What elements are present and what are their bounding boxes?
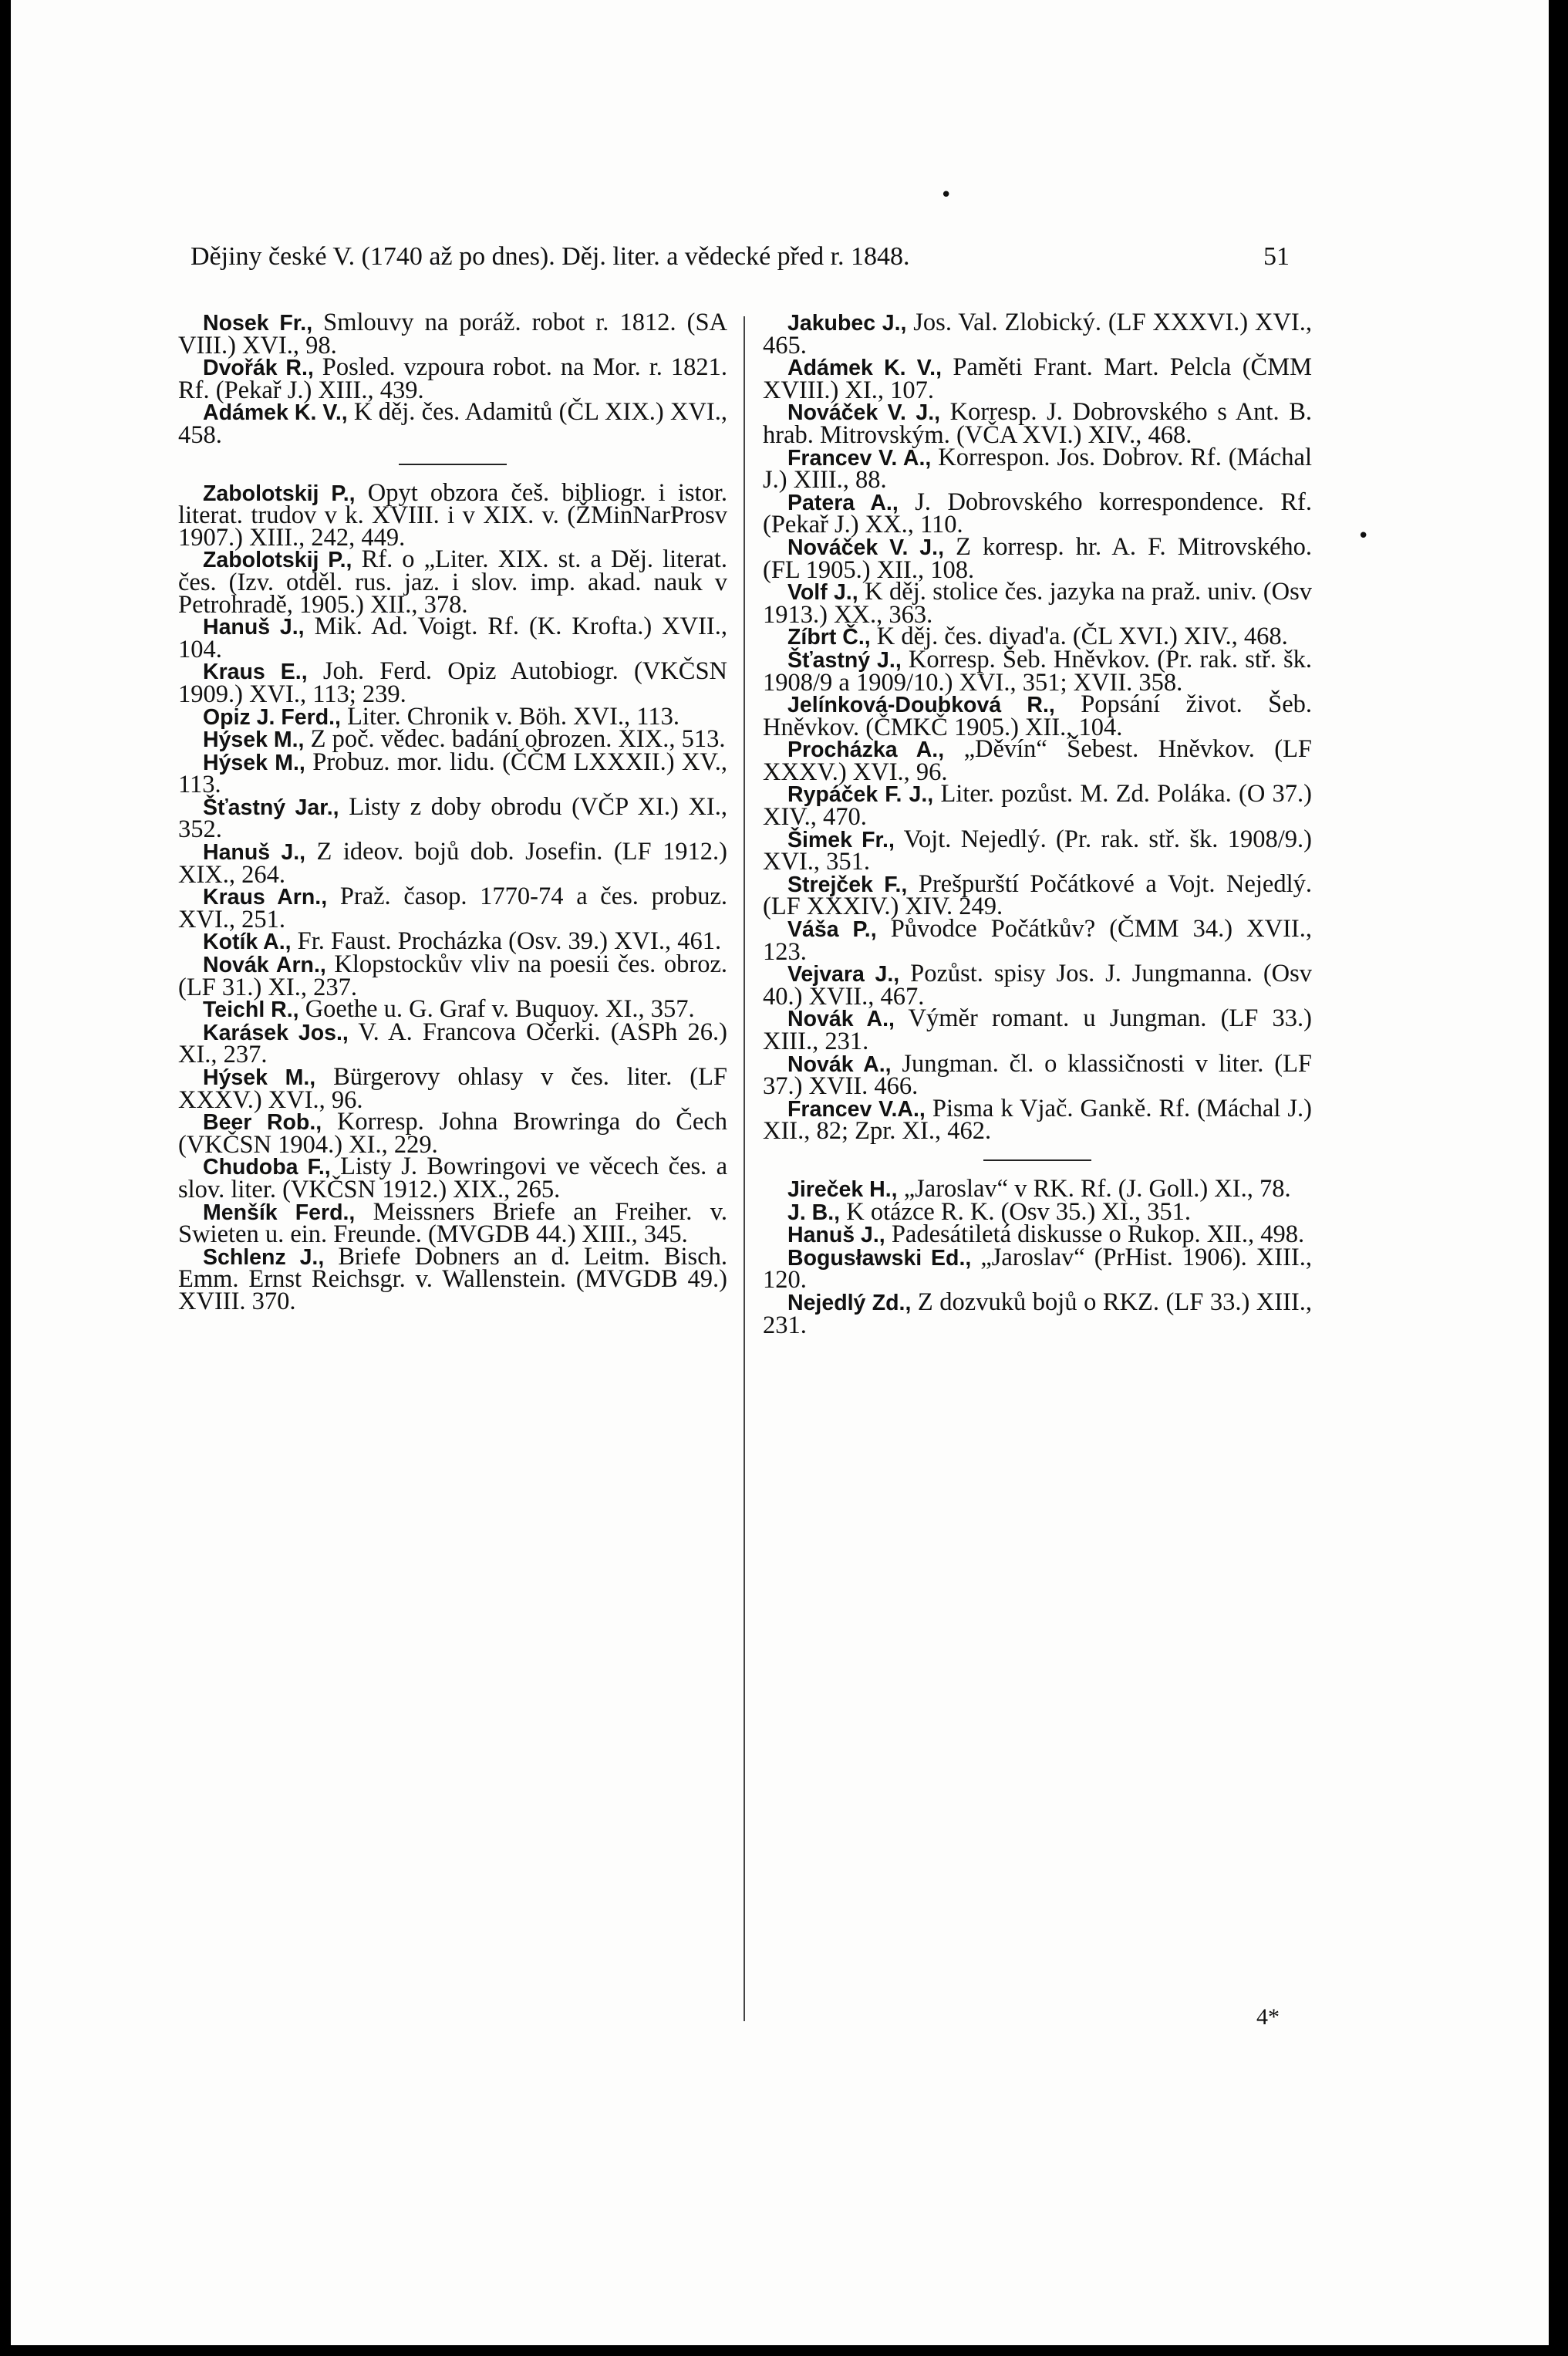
entry-citation: Liter. Chronik v. Böh. XVI., 113. bbox=[340, 702, 679, 731]
bibliography-entry bbox=[178, 478, 727, 552]
right-column bbox=[763, 309, 1313, 1339]
running-head bbox=[191, 238, 1290, 276]
entry-citation: Meissners Briefe an Freiher. v. Swieten u. ein. Freunde. (MVGDB 44.) XIII., 345. bbox=[178, 1197, 727, 1249]
entry-citation: Posled. vzpoura robot. na Mor. r. 1821. Rf. (Pekař J.) XIII., 439. bbox=[178, 353, 727, 404]
bibliography-entry bbox=[763, 1004, 1312, 1055]
entry-citation: Paměti Frant. Mart. Pelcla (ČMM XVIII.) XI., 107. bbox=[763, 353, 1312, 404]
entry-citation: Vojt. Nejedlý. (Pr. rak. stř. šk. 1908/9.) XVI., 351. bbox=[763, 825, 1312, 876]
page-number: 51 bbox=[1263, 242, 1290, 271]
entry-author: Váša P., bbox=[787, 917, 877, 943]
entry-author: Procházka A., bbox=[787, 738, 945, 763]
entry-citation: Liter. pozůst. M. Zd. Poláka. (O 37.) XIV., 470. bbox=[763, 780, 1312, 832]
entry-citation: Joh. Ferd. Opiz Autobiogr. (VKČSN 1909.) XVI., 113; 239. bbox=[178, 657, 727, 708]
entry-citation: Padesátiletá diskusse o Rukop. XII., 498. bbox=[885, 1220, 1305, 1249]
entry-citation: Opyt obzora češ. bibliogr. i istor. literat. trudov v k. XVIII. i v XIX. v. (ŽMinNarProsv 1907.) XIII., 242, 449. bbox=[178, 478, 727, 552]
bibliography-entry bbox=[763, 532, 1312, 584]
entry-author: Šťastný Jar., bbox=[203, 795, 339, 820]
entry-author: Beer Rob., bbox=[203, 1110, 322, 1136]
entry-author: Zabolotskij P., bbox=[203, 481, 356, 506]
entry-author: Hýsek M., bbox=[203, 1065, 316, 1090]
left-column bbox=[178, 309, 728, 1315]
entry-author: J. B., bbox=[787, 1200, 841, 1225]
section-separator bbox=[983, 1159, 1091, 1161]
entry-citation: Původce Počátkův? (ČMM 34.) XVII., 123. bbox=[763, 915, 1312, 966]
entry-author: Hanuš J., bbox=[203, 615, 305, 640]
entry-author: Opiz J. Ferd., bbox=[203, 704, 341, 730]
entry-author: Nováček V. J., bbox=[787, 400, 941, 426]
entry-citation: Jungman. čl. o klassičnosti v liter. (LF 37.) XVII. 466. bbox=[763, 1049, 1312, 1101]
entry-citation: Listy J. Bowringovi ve věcech čes. a slov. liter. (VKČSN 1912.) XIX., 265. bbox=[178, 1153, 727, 1203]
bibliography-entry bbox=[763, 443, 1312, 494]
bibliography-entry bbox=[178, 950, 727, 1001]
bibliography-entry bbox=[763, 1094, 1312, 1146]
entry-citation: K děj. čes. divad'a. (ČL XVI.) XIV., 468. bbox=[870, 623, 1288, 651]
entry-author: Novák Arn., bbox=[203, 953, 326, 978]
bibliography-entry bbox=[178, 1197, 727, 1249]
bibliography-entry bbox=[763, 915, 1312, 966]
bibliography-entry bbox=[763, 1288, 1312, 1339]
entry-author: Patera A., bbox=[787, 490, 899, 515]
bibliography-entry bbox=[763, 735, 1312, 786]
entry-author: Chudoba F., bbox=[203, 1155, 331, 1180]
entry-citation: K děj. stolice čes. jazyka na praž. univ. (Osv 1913.) XX., 363. bbox=[763, 578, 1312, 629]
bibliography-entry bbox=[178, 792, 727, 844]
entry-citation: K otázce R. K. (Osv 35.) XI., 351. bbox=[840, 1197, 1192, 1226]
bibliography-entry bbox=[763, 488, 1312, 539]
entry-citation: Listy z doby obrodu (VČP XI.) XI., 352. bbox=[178, 792, 727, 844]
entry-author: Novák A., bbox=[787, 1051, 892, 1077]
bibliography-entry bbox=[178, 613, 727, 663]
entry-author: Teichl R., bbox=[203, 997, 299, 1023]
entry-citation: „Děvín“ Šebest. Hněvkov. (LF XXXV.) XVI., 96. bbox=[763, 735, 1312, 786]
section-separator bbox=[399, 464, 507, 465]
entry-citation: Bürgerovy ohlasy v čes. liter. (LF XXXV.) XVI., 96. bbox=[178, 1063, 727, 1114]
entry-author: Šimek Fr., bbox=[787, 827, 895, 852]
bibliography-entry bbox=[178, 748, 728, 799]
entry-citation: Popsání život. Šeb. Hněvkov. (ČMKČ 1905.) XII., 104. bbox=[763, 690, 1312, 741]
entry-citation: Praž. časop. 1770-74 a čes. probuz. XVI., 251. bbox=[178, 883, 727, 933]
entry-author: Hanuš J., bbox=[787, 1223, 885, 1248]
entry-citation: K děj. čes. Adamitů (ČL XIX.) XVI., 458. bbox=[178, 398, 727, 449]
bibliography-entry bbox=[178, 1108, 727, 1159]
entry-author: Strejček F., bbox=[787, 872, 908, 897]
entry-author: Zíbrt Č., bbox=[787, 625, 871, 650]
entry-citation: Goethe u. G. Graf v. Buquoy. XI., 357. bbox=[298, 995, 695, 1024]
entry-citation: Výměr romant. u Jungman. (LF 33.) XIII., 231. bbox=[763, 1004, 1312, 1055]
entry-author: Nosek Fr., bbox=[203, 311, 313, 336]
entry-author: Francev V. A., bbox=[787, 445, 932, 471]
bullet-mark: • bbox=[940, 184, 953, 207]
entry-author: Adámek K. V., bbox=[203, 400, 348, 426]
entry-citation: Briefe Dobners an d. Leitm. Bisch. Emm. Ernst Reichsgr. v. Wallenstein. (MVGDB 49.) XVIII. 370. bbox=[178, 1242, 727, 1315]
entry-author: Francev V.A., bbox=[787, 1096, 926, 1122]
entry-author: Rypáček F. J., bbox=[787, 782, 934, 808]
running-head-title: Dějiny české V. (1740 až po dnes). Děj. liter. a vědecké před r. 1848. bbox=[191, 242, 910, 271]
bibliography-entry bbox=[178, 309, 727, 359]
entry-citation: Jos. Val. Zlobický. (LF XXXVI.) XVI., 465. bbox=[763, 309, 1312, 359]
entry-citation: Prešpurští Počátkové a Vojt. Nejedlý. (LF XXXIV.) XIV. 249. bbox=[763, 869, 1313, 921]
entry-citation: Z dozvuků bojů o RKZ. (LF 33.) XIII., 231. bbox=[763, 1288, 1312, 1339]
entry-author: Bogusławski Ed., bbox=[787, 1245, 972, 1271]
entry-citation: Z korresp. hr. A. F. Mitrovského. (FL 1905.) XII., 108. bbox=[763, 532, 1312, 584]
entry-citation: Korrespon. Jos. Dobrov. Rf. (Máchal J.) XIII., 88. bbox=[763, 443, 1312, 494]
entry-citation: V. A. Francova Očerki. (ASPh 26.) XI., 237. bbox=[178, 1018, 727, 1069]
entry-author: Jakubec J., bbox=[787, 311, 907, 336]
entry-author: Schlenz J., bbox=[203, 1244, 325, 1270]
entry-citation: J. Dobrovského korrespondence. Rf. (Pekař J.) XX., 110. bbox=[763, 488, 1312, 539]
entry-author: Volf J., bbox=[787, 580, 858, 606]
entry-author: Jireček H., bbox=[787, 1176, 898, 1202]
bibliography-entry bbox=[763, 645, 1313, 697]
entry-citation: Fr. Faust. Procházka (Osv. 39.) XVI., 461. bbox=[291, 927, 722, 956]
bibliography-entry bbox=[763, 578, 1312, 629]
entry-citation: „Jaroslav“ v RK. Rf. (J. Goll.) XI., 78. bbox=[897, 1174, 1291, 1203]
entry-author: Hanuš J., bbox=[203, 840, 306, 866]
bibliography-entry bbox=[763, 780, 1312, 832]
entry-author: Karásek Jos., bbox=[203, 1020, 349, 1045]
book-page bbox=[11, 0, 1549, 2345]
entry-citation: Z ideov. bojů dob. Josefin. (LF 1912.) XIX., 264. bbox=[178, 838, 727, 889]
bibliography-entry bbox=[178, 545, 727, 619]
bibliography-entry bbox=[178, 883, 727, 933]
entry-author: Kotík A., bbox=[203, 930, 292, 955]
entry-author: Kraus Arn., bbox=[203, 885, 328, 910]
entry-author: Zabolotskij P., bbox=[203, 548, 352, 573]
entry-author: Hýsek M., bbox=[203, 727, 305, 753]
entry-citation: Z poč. vědec. badání obrozen. XIX., 513. bbox=[304, 725, 726, 754]
bibliography-entry bbox=[178, 1063, 727, 1114]
entry-author: Šťastný J., bbox=[787, 647, 902, 673]
bibliography-entry bbox=[763, 309, 1312, 359]
bibliography-entry bbox=[763, 398, 1312, 449]
entry-author: Nováček V. J., bbox=[787, 535, 944, 560]
entry-citation: Pozůst. spisy Jos. J. Jungmanna. (Osv 40.) XVII., 467. bbox=[763, 960, 1313, 1011]
entry-author: Nejedlý Zd., bbox=[787, 1290, 912, 1315]
bibliography-entry bbox=[178, 353, 727, 404]
entry-author: Adámek K. V., bbox=[787, 356, 942, 381]
bibliography-entry bbox=[763, 1243, 1312, 1294]
entry-author: Vejvara J., bbox=[787, 962, 900, 987]
bullet-mark: • bbox=[1357, 525, 1370, 548]
entry-citation: „Jaroslav“ (PrHist. 1906). XIII., 120. bbox=[763, 1243, 1312, 1294]
bibliography-entry bbox=[763, 1049, 1312, 1101]
entry-citation: Rf. o „Liter. XIX. st. a Děj. literat. čes. (Izv. otděl. rus. jaz. i slov. imp. akad. nauk v Petrohradě, 1905.) XII., 378. bbox=[178, 545, 727, 619]
entry-citation: Klopstockův vliv na poesii čes. obroz. (LF 31.) XI., 237. bbox=[178, 950, 727, 1001]
bibliography-entry bbox=[178, 1018, 727, 1069]
entry-citation: Pisma k Vjač. Gankě. Rf. (Máchal J.) XII., 82; Zpr. XI., 462. bbox=[763, 1094, 1312, 1146]
entry-citation: Korresp. Johna Browringa do Čech (VKČSN 1904.) XI., 229. bbox=[178, 1108, 727, 1159]
bibliography-entry bbox=[178, 1153, 727, 1203]
bibliography-entry bbox=[178, 398, 727, 449]
entry-author: Hýsek M., bbox=[203, 750, 305, 775]
entry-author: Kraus E., bbox=[203, 660, 308, 685]
entry-citation: Korresp. Šeb. Hněvkov. (Pr. rak. stř. šk. 1908/9 a 1909/10.) XVI., 351; XVII. 358. bbox=[763, 645, 1313, 697]
bibliography-entry bbox=[178, 838, 727, 889]
bibliography-entry bbox=[763, 869, 1313, 921]
entry-citation: Smlouvy na poráž. robot r. 1812. (SA VIII.) XVI., 98. bbox=[178, 309, 727, 359]
signature-mark: 4* bbox=[1256, 2004, 1280, 2030]
entry-author: Menšík Ferd., bbox=[203, 1200, 356, 1225]
entry-citation: Korresp. J. Dobrovského s Ant. B. hrab. Mitrovským. (VČA XVI.) XIV., 468. bbox=[763, 398, 1312, 449]
entry-author: Dvořák R., bbox=[203, 356, 314, 381]
bibliography-entry bbox=[763, 960, 1313, 1011]
bibliography-entry bbox=[763, 353, 1312, 404]
bibliography-entry bbox=[763, 690, 1312, 741]
bibliography-entry bbox=[178, 1242, 727, 1315]
entry-citation: Mik. Ad. Voigt. Rf. (K. Krofta.) XVII., 104. bbox=[178, 613, 727, 663]
entry-author: Jelínková-Doubková R., bbox=[787, 693, 1055, 718]
bibliography-entry bbox=[178, 657, 727, 708]
entry-citation: Probuz. mor. lidu. (ČČM LXXXII.) XV., 113. bbox=[178, 748, 728, 799]
entry-author: Novák A., bbox=[787, 1007, 895, 1032]
column-divider bbox=[744, 316, 745, 2021]
bibliography-entry bbox=[763, 825, 1312, 876]
